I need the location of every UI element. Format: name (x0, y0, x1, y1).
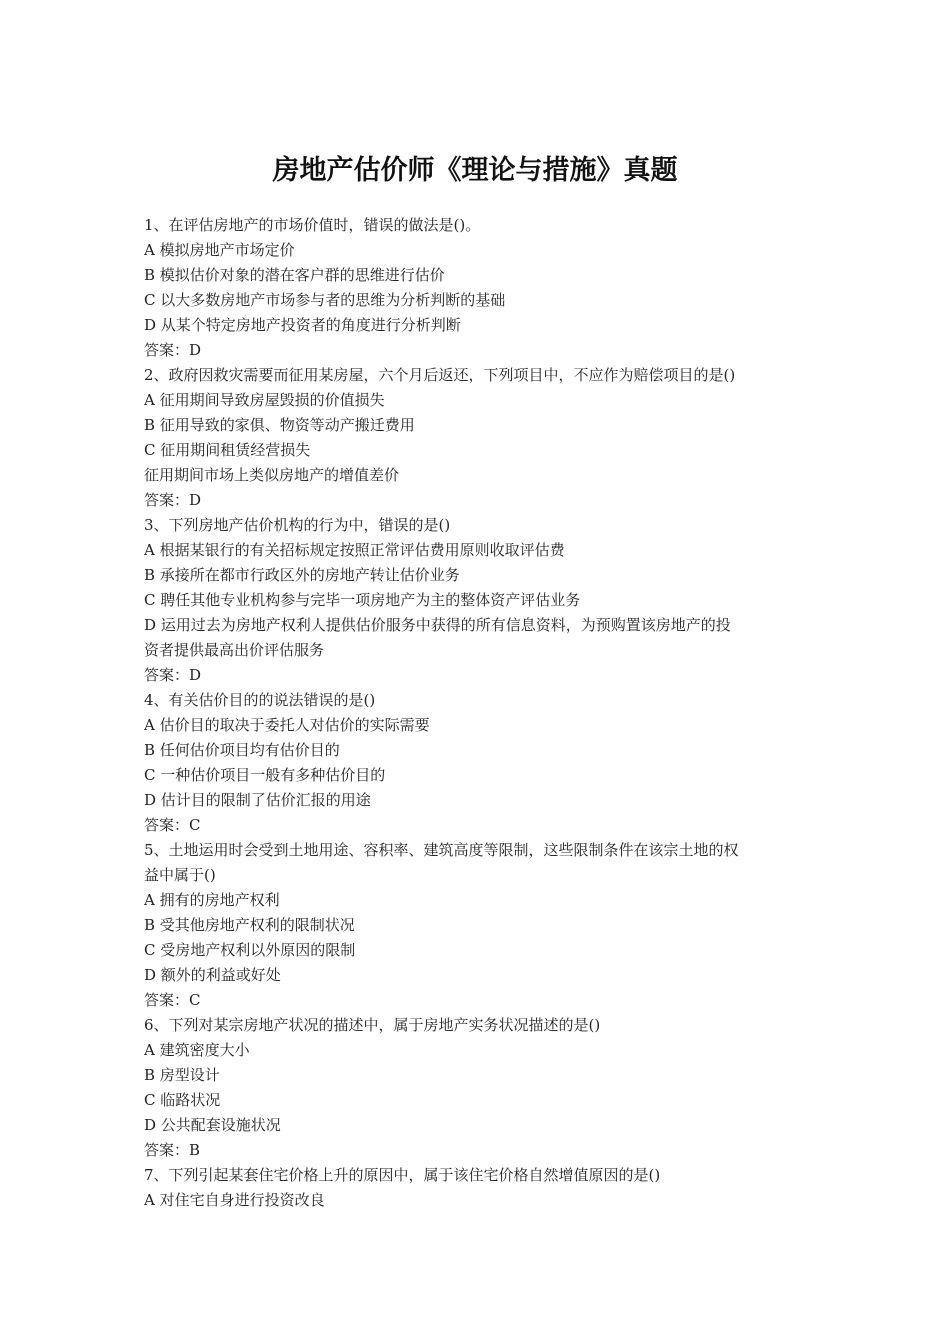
document-title: 房地产估价师《理论与措施》真题 (272, 155, 678, 186)
answer-line: 答案：C (144, 991, 201, 1009)
text-line: 7、下列引起某套住宅价格上升的原因中，属于该住宅价格自然增值原因的是() (144, 1166, 661, 1184)
text-line: A 模拟房地产市场定价 (144, 241, 295, 259)
text-line: B 任何估价项目均有估价目的 (144, 741, 340, 759)
text-line: A 根据某银行的有关招标规定按照正常评估费用原则收取评估费 (144, 541, 565, 559)
text-line: 5、土地运用时会受到土地用途、容积率、建筑高度等限制，这些限制条件在该宗土地的权 (144, 841, 739, 859)
text-line: C 一种估价项目一般有多种估价目的 (144, 766, 386, 784)
text-line: D 估计目的限制了估价汇报的用途 (144, 791, 371, 809)
text-line: A 估价目的取决于委托人对估价的实际需要 (144, 716, 430, 734)
text-line: 资者提供最高出价评估服务 (144, 641, 325, 659)
text-line: B 受其他房地产权利的限制状况 (144, 916, 355, 934)
text-line: 1、在评估房地产的市场价值时，错误的做法是()。 (144, 216, 481, 234)
question-list (144, 213, 824, 1213)
text-line: B 承接所在都市行政区外的房地产转让估价业务 (144, 566, 460, 584)
text-line: D 运用过去为房地产权利人提供估价服务中获得的所有信息资料，为预购置该房地产的投 (144, 616, 731, 634)
text-line: B 征用导致的家俱、物资等动产搬迁费用 (144, 416, 415, 434)
text-line: C 受房地产权利以外原因的限制 (144, 941, 356, 959)
text-line: 征用期间市场上类似房地产的增值差价 (144, 466, 400, 484)
text-line: 3、下列房地产估价机构的行为中，错误的是() (144, 516, 451, 534)
text-line: B 房型设计 (144, 1066, 220, 1084)
text-line: B 模拟估价对象的潜在客户群的思维进行估价 (144, 266, 445, 284)
text-line: A 征用期间导致房屋毁损的价值损失 (144, 391, 385, 409)
text-line: C 以大多数房地产市场参与者的思维为分析判断的基础 (144, 291, 506, 309)
answer-line: 答案：C (144, 816, 201, 834)
text-line: 益中属于() (144, 866, 216, 884)
text-line: A 对住宅自身进行投资改良 (144, 1191, 325, 1209)
text-line: A 建筑密度大小 (144, 1041, 250, 1059)
answer-line: 答案：D (144, 491, 202, 509)
answer-line: 答案：D (144, 341, 202, 359)
text-line: A 拥有的房地产权利 (144, 891, 280, 909)
text-line: C 聘任其他专业机构参与完毕一项房地产为主的整体资产评估业务 (144, 591, 581, 609)
text-line: 2、政府因救灾需要而征用某房屋，六个月后返还，下列项目中，不应作为赔偿项目的是() (144, 366, 736, 384)
text-line: 6、下列对某宗房地产状况的描述中，属于房地产实务状况描述的是() (144, 1016, 601, 1034)
answer-line: 答案：B (144, 1141, 201, 1159)
text-line: D 公共配套设施状况 (144, 1116, 281, 1134)
answer-line: 答案：D (144, 666, 202, 684)
text-line: 4、有关估价目的的说法错误的是() (144, 691, 376, 709)
text-line: C 征用期间租赁经营损失 (144, 441, 311, 459)
text-line: C 临路状况 (144, 1091, 221, 1109)
text-line: D 从某个特定房地产投资者的角度进行分析判断 (144, 316, 461, 334)
text-line: D 额外的利益或好处 (144, 966, 281, 984)
